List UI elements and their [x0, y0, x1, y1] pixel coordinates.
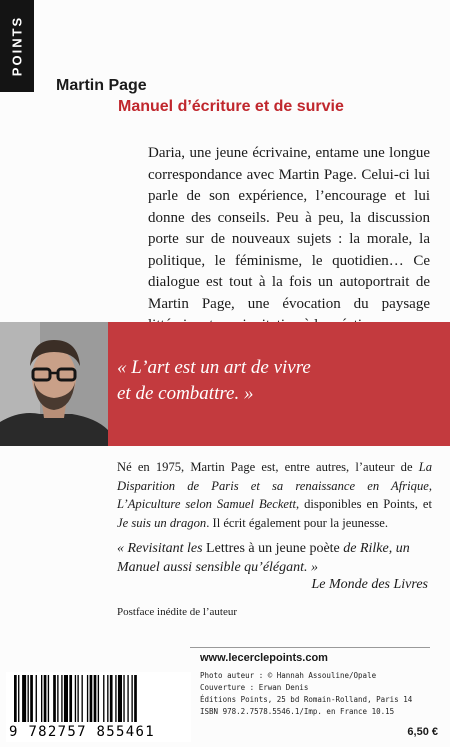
barcode-bar [94, 675, 97, 722]
bio-text-1: Né en 1975, Martin Page est, entre autres, l’auteur de [117, 460, 419, 474]
credits [200, 670, 413, 718]
back-cover-summary: Daria, une jeune écrivaine, entame une longue correspondance avec Martin Page. Celui-ci lui parle de son expérience, l’encourage et lui donne des conseils. Peu à peu, la discussion porte sur de nouveaux sujets : la morale, la politique, le féminisme, le quotidien… Ce dialogue est tout à la fois un autoportrait de Martin Page, une évocation du paysage [148, 145, 430, 312]
barcode-bar [61, 675, 62, 722]
barcode-bar [53, 675, 56, 722]
barcode-bar [103, 675, 104, 722]
price: 6,50 € [407, 726, 438, 738]
barcode-bar [110, 675, 113, 722]
barcode-bar [18, 675, 19, 722]
review-source: Le Monde des Livres [311, 577, 428, 592]
author-bio [117, 458, 432, 532]
barcode-bar [98, 675, 99, 722]
barcode-bar [123, 675, 124, 722]
barcode-digits: 9 782757 855461 [9, 724, 155, 740]
barcode [6, 672, 191, 742]
pull-quote-line-1: « L’art est un art de vivre [117, 357, 311, 378]
barcode-bar [77, 675, 78, 722]
credit-photo: Photo auteur : © Hannah Assouline/Opale [200, 671, 377, 680]
barcode-bar [82, 675, 83, 722]
barcode-bar [28, 675, 29, 722]
barcode-bar [64, 675, 68, 722]
pull-quote [117, 355, 447, 407]
review-rest: de Rilke, un Manuel aussi sensible qu’élégant. » [117, 541, 410, 575]
postface-note: Postface inédite de l’auteur [117, 606, 238, 618]
credit-isbn: ISBN 978.2.7578.5546.1/Imp. en France 10.15 [200, 707, 395, 716]
barcode-bar [36, 675, 37, 722]
barcode-bar [48, 675, 49, 722]
author-portrait-image [0, 322, 108, 446]
bio-text-3: , disponibles en Points, et [296, 497, 432, 511]
barcode-bar [127, 675, 128, 722]
publisher-logo: POINTS [9, 15, 25, 77]
barcode-bar [115, 675, 116, 722]
author-name: Martin Page [56, 77, 147, 94]
review-open: « Revisitant les [117, 541, 207, 556]
book-title: Manuel d’écriture et de survie [118, 98, 344, 115]
review-work: Lettres à un jeune poète [206, 541, 340, 556]
bio-work-3: Je suis un dragon [117, 515, 207, 530]
barcode-bar [57, 675, 58, 722]
bio-text-4: . Il écrit également pour la jeunesse. [206, 515, 389, 530]
barcode-bar [69, 675, 72, 722]
bio-work-1: La Disparition de Paris et sa renaissance en Afrique [117, 460, 432, 493]
press-review [117, 539, 432, 577]
author-photo [0, 322, 108, 446]
barcode-bar [14, 675, 17, 722]
barcode-bar [41, 675, 42, 722]
barcode-bar [107, 675, 108, 722]
barcode-bar [30, 675, 33, 722]
credit-address: Éditions Points, 25 bd Romain-Rolland, Paris 14 [200, 695, 413, 704]
barcode-bars [6, 672, 191, 724]
barcode-bar [44, 675, 47, 722]
barcode-bar [131, 675, 132, 722]
barcode-bar [134, 675, 137, 722]
bio-text-2: , [428, 478, 432, 493]
barcode-bar [118, 675, 122, 722]
pull-quote-line-2: et de combattre. » [117, 383, 254, 404]
barcode-bar [87, 675, 88, 722]
publisher-spine [0, 0, 34, 92]
barcode-bar [90, 675, 93, 722]
credit-cover: Couverture : Erwan Denis [200, 683, 309, 692]
bio-work-2: L’Apiculture selon Samuel Beckett [117, 497, 297, 511]
barcode-bar [75, 675, 76, 722]
divider [190, 647, 430, 648]
barcode-bar [22, 675, 26, 722]
publisher-website: www.lecerclepoints.com [200, 652, 328, 664]
